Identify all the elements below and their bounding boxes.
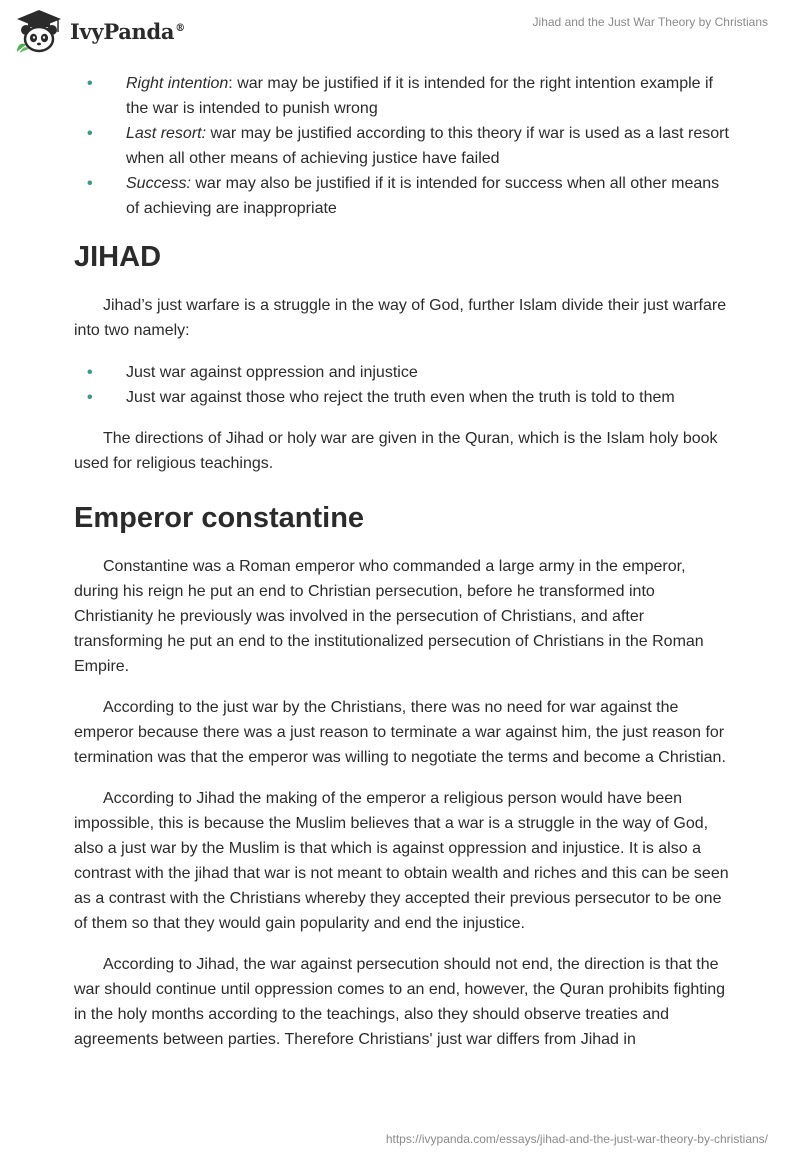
list-item: • Just war against those who reject the truth even when the truth is told to them <box>74 385 734 410</box>
panda-graduation-cap-icon <box>14 8 64 54</box>
section-heading-jihad: JIHAD <box>74 241 162 273</box>
bullet-dot-icon: • <box>87 364 93 381</box>
intro-bullet-list <box>74 71 734 221</box>
bullet-dot-icon: • <box>87 389 93 406</box>
paragraph: According to Jihad the making of the emperor a religious person would have been impossible, this is because the Muslim believes that a war is a struggle in the way of God, also a just war by the Muslim is that which is against oppression and injustice. It is also a contrast with the jihad that war is not meant to obtain wealth and riches and this can be seen as a contrast with the Christians whereby they accepted their previous persecutor to be one of them so that they would gain popularity and end the injustice. <box>74 790 729 932</box>
section-heading-constantine: Emperor constantine <box>74 502 365 534</box>
brand-name: IvyPanda® <box>70 18 185 44</box>
document-title: Jihad and the Just War Theory by Christians <box>532 15 768 29</box>
jihad-bullet-list <box>74 360 734 410</box>
list-item: • Success: war may also be justified if it is intended for success when all other means of achieving are inappropriate <box>74 171 734 221</box>
paragraph: According to Jihad, the war against persecution should not end, the direction is that the war should continue until oppression comes to an end, however, the Quran prohibits fighting in the holy months according to the teachings, also they should observe treaties and agreements between parties. Therefore Christians' just war differs from Jihad in <box>74 956 726 1048</box>
document-body <box>74 71 734 1052</box>
paragraph: Constantine was a Roman emperor who commanded a large army in the emperor, during his reign he put an end to Christian persecution, before he transformed into Christianity he previously was involved in the persecution of Christians, and after transforming he put an end to the institutionalized persecution of Christians in the Roman Empire. <box>74 558 704 675</box>
bullet-dot-icon: • <box>87 175 93 192</box>
paragraph: The directions of Jihad or holy war are given in the Quran, which is the Islam holy book used for religious teachings. <box>74 430 718 472</box>
brand-logo[interactable] <box>14 8 185 54</box>
list-item: • Right intention: war may be justified if it is intended for the right intention example if the war is intended to punish wrong <box>74 71 734 121</box>
list-item: • Just war against oppression and injustice <box>74 360 734 385</box>
page-header <box>0 0 800 60</box>
paragraph: Jihad’s just warfare is a struggle in the way of God, further Islam divide their just warfare into two namely: <box>74 297 727 339</box>
list-item: • Last resort: war may be justified according to this theory if war is used as a last resort when all other means of achieving justice have failed <box>74 121 734 171</box>
bullet-dot-icon: • <box>87 125 93 142</box>
source-url-link[interactable]: https://ivypanda.com/essays/jihad-and-the-just-war-theory-by-christians/ <box>385 1132 768 1146</box>
paragraph: According to the just war by the Christians, there was no need for war against the emperor because there was a just reason to terminate a war against him, the just reason for termination was that the emperor was willing to negotiate the terms and become a Christian. <box>74 699 726 766</box>
bullet-dot-icon: • <box>87 75 93 92</box>
